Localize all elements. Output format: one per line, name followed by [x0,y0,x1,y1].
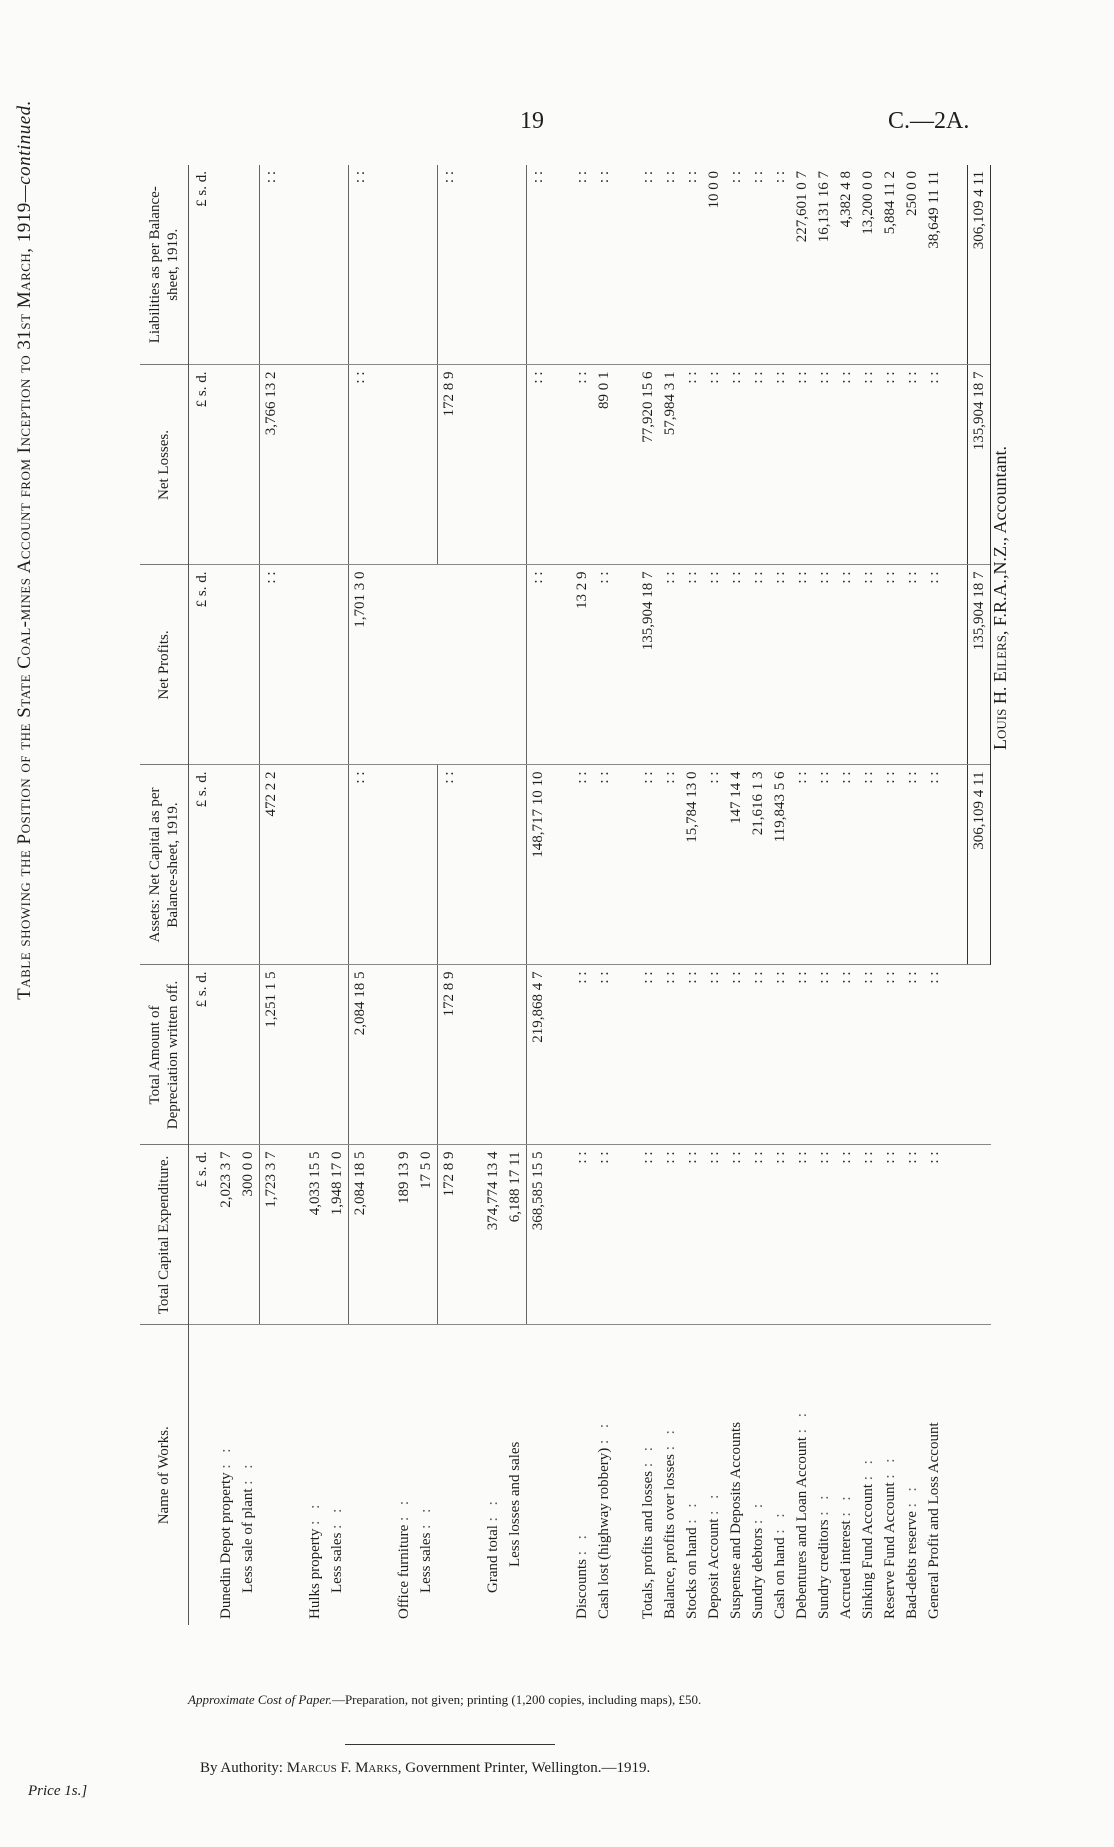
capital-cell: 172 8 9 [438,1145,461,1325]
profits-total: 135,904 18 7 [968,565,991,765]
row-label: Sinking Fund Account : : [859,1456,876,1619]
liabilities-cell: : : [260,165,283,365]
losses-cell: : : [349,365,372,565]
row-label: Dunedin Depot property : : [217,1444,234,1619]
coal-mines-table-frame [140,165,987,1625]
caption-main: Table showing the Position of the State Coal-mines Account from Inception to 31st March, 1919 [14,202,35,1000]
table-row: Accrued interest : : : : : : : : : : : : 4,382 4 8 [835,165,857,1625]
row-label: Grand total : : [484,1497,501,1593]
table-row [260,165,283,1625]
document-reference: C.—2A. [888,108,970,134]
row-label: Suspense and Deposits Accounts [727,1421,744,1619]
capital-cell: 17 5 0 [415,1145,438,1325]
table-row: Balance, profits over losses : : : : : : : : : : 57,984 3 1 : : [659,165,681,1625]
capital-cell: 2,023 3 7 [215,1145,237,1325]
capital-cell: 1,948 17 0 [326,1145,349,1325]
profits-cell: : : [527,565,550,765]
table-row: Sundry debtors : : : : : : 21,616 1 3 : : : : : : [747,165,769,1625]
col-capital-header: Total Capital Expenditure. [140,1145,189,1325]
units-depreciation: £ s. d. [189,965,216,1145]
col-liabilities-header: Liabilities as per Balance-sheet, 1919. [140,165,189,365]
capital-cell: 368,585 15 5 [527,1145,550,1325]
row-label: Sundry debtors : : [749,1499,766,1619]
header-row [140,165,189,1625]
imprint: By Authority: Marcus F. Marks, Government Printer, Wellington.—1919. [200,1760,651,1776]
row-label: Debentures and Loan Account : : [793,1409,810,1619]
signature-name: Louis H. Eilers [990,635,1010,750]
assets-cell: : : [438,765,461,965]
table-row [415,165,438,1625]
assets-total: 306,109 4 11 [968,765,991,965]
row-label: Less sales : : [417,1504,434,1593]
losses-cell: : : [527,365,550,565]
table-row [237,165,260,1625]
row-label: Bad-debts reserve : : [903,1483,920,1619]
table-row: Suspense and Deposits Accounts : : : : 147 14 4 : : : : : : [725,165,747,1625]
table-row: General Profit and Loss Account : : : : : : : : : : 38,649 11 11 [923,165,945,1625]
row-label: Office furniture : : [395,1496,412,1619]
page-number: 19 [520,108,544,134]
row-label: Balance, profits over losses : : [661,1426,678,1619]
table-row: Debentures and Loan Account : : : : : : : : : : : : 227,601 0 7 [791,165,813,1625]
losses-cell: 89 0 1 [593,365,615,565]
assets-cell: : : [349,765,372,965]
capital-cell: 4,033 15 5 [304,1145,326,1325]
liabilities-cell: 38,649 11 11 [923,165,945,365]
printer-name: Marcus F. Marks [286,1760,398,1776]
cost-label: Approximate Cost of Paper. [188,1692,332,1707]
cost-text: —Preparation, not given; printing (1,200 copies, including maps), £50. [331,1692,702,1707]
liabilities-cell: : : [349,165,372,365]
table-row [482,165,504,1625]
liabilities-cell: : : [438,165,461,365]
accountant-signature [985,150,1015,750]
table-caption [10,100,40,1000]
depreciation-cell: 2,084 18 5 [349,965,372,1145]
row-label: Hulks property : : [306,1500,323,1619]
assets-cell: 21,616 1 3 [747,765,769,965]
losses-total: 135,904 18 7 [968,365,991,565]
table-row [527,165,550,1625]
signature-rest: , F.R.A.,N.Z., Accountant. [990,446,1010,636]
assets-cell: 472 2 2 [260,765,283,965]
cost-note [188,1692,701,1708]
table-row: Deposit Account : : : : : : : : : : : : 10 0 0 [703,165,725,1625]
liabilities-cell: 250 0 0 [901,165,923,365]
price: Price 1s.] [28,1783,88,1799]
caption-suffix: —continued. [14,100,35,203]
col-losses-header: Net Losses. [140,365,189,565]
row-label: Sundry creditors : : [815,1491,832,1619]
assets-cell: 148,717 10 10 [527,765,550,965]
liabilities-cell: 5,884 11 2 [879,165,901,365]
col-depreciation-header: Total Amount of Depreciation written off. [140,965,189,1145]
units-assets: £ s. d. [189,765,216,965]
footer-rule [345,1744,555,1745]
depreciation-cell: 172 8 9 [438,965,461,1145]
depreciation-cell: 1,251 1 5 [260,965,283,1145]
liabilities-cell: 4,382 4 8 [835,165,857,365]
liabilities-cell: 10 0 0 [703,165,725,365]
liabilities-cell: 13,200 0 0 [857,165,879,365]
table-row [304,165,326,1625]
table-row: Reserve Fund Account : : : : : : : : : : : : 5,884 11 2 [879,165,901,1625]
losses-cell: 77,920 15 6 [637,365,659,565]
table-row: Sinking Fund Account : : : : : : : : : : : : 13,200 0 0 [857,165,879,1625]
table-row: Totals, profits and losses : : : : : : : : 135,904 18 7 77,920 15 6 : : [637,165,659,1625]
depreciation-cell: 219,868 4 7 [527,965,550,1145]
table-row: Stocks on hand : : : : : : 15,784 13 0 : : : : : : [681,165,703,1625]
coal-mines-position-table [140,165,991,1625]
profits-cell: 1,701 3 0 [349,565,372,765]
capital-cell: 374,774 13 4 [482,1145,504,1325]
assets-cell: 119,843 5 6 [769,765,791,965]
row-label: Accrued interest : : [837,1492,854,1619]
row-label: Totals, profits and losses : : [639,1443,656,1619]
units-row [189,165,216,1625]
units-losses: £ s. d. [189,365,216,565]
assets-cell: 15,784 13 0 [681,765,703,965]
row-label: Stocks on hand : : [683,1499,700,1619]
liabilities-cell: : : [527,165,550,365]
table-row: Sundry creditors : : : : : : : : : : : : 16,131 16 7 [813,165,835,1625]
table-row [438,165,461,1625]
losses-cell: 172 8 9 [438,365,461,565]
table-row [326,165,349,1625]
units-liabilities: £ s. d. [189,165,216,365]
col-assets-header: Assets: Net Capital as per Balance-sheet, 1919. [140,765,189,965]
profits-cell: 135,904 18 7 [637,565,659,765]
row-label: General Profit and Loss Account [925,1422,942,1619]
row-label: Less sale of plant : : [239,1460,256,1593]
liabilities-cell: 16,131 16 7 [813,165,835,365]
losses-cell: 57,984 3 1 [659,365,681,565]
capital-cell: 300 0 0 [237,1145,260,1325]
assets-cell: 147 14 4 [725,765,747,965]
row-label: Reserve Fund Account : : [881,1454,898,1619]
losses-cell: 3,766 13 2 [260,365,283,565]
table-row [504,165,527,1625]
profits-cell: 13 2 9 [571,565,593,765]
profits-cell: : : [260,565,283,765]
table-row: Discounts : : : : : : : : 13 2 9 : : : : [571,165,593,1625]
table-row [393,165,415,1625]
row-label: Cash on hand : : [771,1509,788,1619]
row-label: Cash lost (highway robbery) : : [595,1419,612,1619]
table-row [215,165,237,1625]
table-row: Cash lost (highway robbery) : : : : : : : : : : 89 0 1 : : [593,165,615,1625]
capital-cell: 2,084 18 5 [349,1145,372,1325]
row-label: Deposit Account : : [705,1490,722,1619]
liabilities-cell: 227,601 0 7 [791,165,813,365]
col-profits-header: Net Profits. [140,565,189,765]
col-name-header: Name of Works. [140,1325,189,1625]
row-label: Less losses and sales [506,1441,523,1567]
row-label: Less sales : : [328,1504,345,1593]
capital-cell: 6,188 17 11 [504,1145,527,1325]
table-row [349,165,372,1625]
row-label: Discounts : : [573,1531,590,1619]
units-capital: £ s. d. [189,1145,216,1325]
table-row: Cash on hand : : : : : : 119,843 5 6 : : : : : : [769,165,791,1625]
liabilities-total: 306,109 4 11 [968,165,991,365]
units-profits: £ s. d. [189,565,216,765]
table-row: Bad-debts reserve : : : : : : : : : : : : 250 0 0 [901,165,923,1625]
capital-cell: 189 13 9 [393,1145,415,1325]
capital-cell: 1,723 3 7 [260,1145,283,1325]
